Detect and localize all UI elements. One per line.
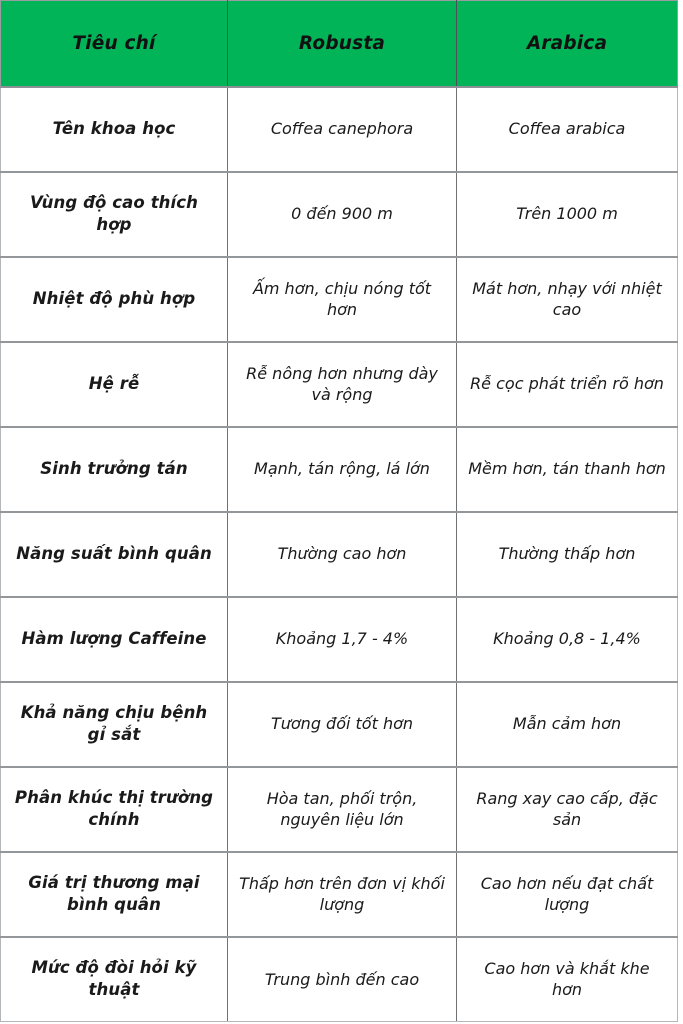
- cell-arabica: Coffea arabica: [457, 87, 678, 172]
- cell-robusta: Ấm hơn, chịu nóng tốt hơn: [228, 257, 457, 342]
- column-header-criteria: Tiêu chí: [1, 1, 228, 87]
- cell-robusta: Mạnh, tán rộng, lá lớn: [228, 427, 457, 512]
- cell-criteria: Vùng độ cao thích hợp: [1, 172, 228, 257]
- cell-robusta: Thấp hơn trên đơn vị khối lượng: [228, 852, 457, 937]
- column-header-robusta: Robusta: [228, 1, 457, 87]
- cell-arabica: Mát hơn, nhạy với nhiệt cao: [457, 257, 678, 342]
- table-row: [1, 682, 678, 767]
- table-header-row: [1, 1, 678, 87]
- cell-criteria: Hàm lượng Caffeine: [1, 597, 228, 682]
- cell-robusta: Thường cao hơn: [228, 512, 457, 597]
- table-row: [1, 427, 678, 512]
- table-row: [1, 512, 678, 597]
- cell-robusta: Coffea canephora: [228, 87, 457, 172]
- cell-arabica: Khoảng 0,8 - 1,4%: [457, 597, 678, 682]
- cell-arabica: Cao hơn nếu đạt chất lượng: [457, 852, 678, 937]
- cell-arabica: Mẫn cảm hơn: [457, 682, 678, 767]
- cell-robusta: Hòa tan, phối trộn, nguyên liệu lớn: [228, 767, 457, 852]
- cell-arabica: Rễ cọc phát triển rõ hơn: [457, 342, 678, 427]
- table-row: [1, 597, 678, 682]
- cell-arabica: Thường thấp hơn: [457, 512, 678, 597]
- cell-criteria: Mức độ đòi hỏi kỹ thuật: [1, 937, 228, 1022]
- table-header: [1, 1, 678, 87]
- table-row: [1, 342, 678, 427]
- column-header-arabica: Arabica: [457, 1, 678, 87]
- cell-criteria: Hệ rễ: [1, 342, 228, 427]
- cell-arabica: Mềm hơn, tán thanh hơn: [457, 427, 678, 512]
- table-row: [1, 87, 678, 172]
- cell-criteria: Nhiệt độ phù hợp: [1, 257, 228, 342]
- table-body: [1, 87, 678, 1022]
- cell-criteria: Sinh trưởng tán: [1, 427, 228, 512]
- cell-robusta: Tương đối tốt hơn: [228, 682, 457, 767]
- cell-criteria: Năng suất bình quân: [1, 512, 228, 597]
- cell-robusta: 0 đến 900 m: [228, 172, 457, 257]
- table-row: [1, 172, 678, 257]
- cell-criteria: Phân khúc thị trường chính: [1, 767, 228, 852]
- table-row: [1, 852, 678, 937]
- cell-arabica: Rang xay cao cấp, đặc sản: [457, 767, 678, 852]
- table-row: [1, 767, 678, 852]
- table-row: [1, 937, 678, 1022]
- cell-robusta: Trung bình đến cao: [228, 937, 457, 1022]
- table-row: [1, 257, 678, 342]
- cell-arabica: Trên 1000 m: [457, 172, 678, 257]
- cell-arabica: Cao hơn và khắt khe hơn: [457, 937, 678, 1022]
- cell-robusta: Khoảng 1,7 - 4%: [228, 597, 457, 682]
- cell-criteria: Khả năng chịu bệnh gỉ sắt: [1, 682, 228, 767]
- cell-criteria: Giá trị thương mại bình quân: [1, 852, 228, 937]
- cell-criteria: Tên khoa học: [1, 87, 228, 172]
- cell-robusta: Rễ nông hơn nhưng dày và rộng: [228, 342, 457, 427]
